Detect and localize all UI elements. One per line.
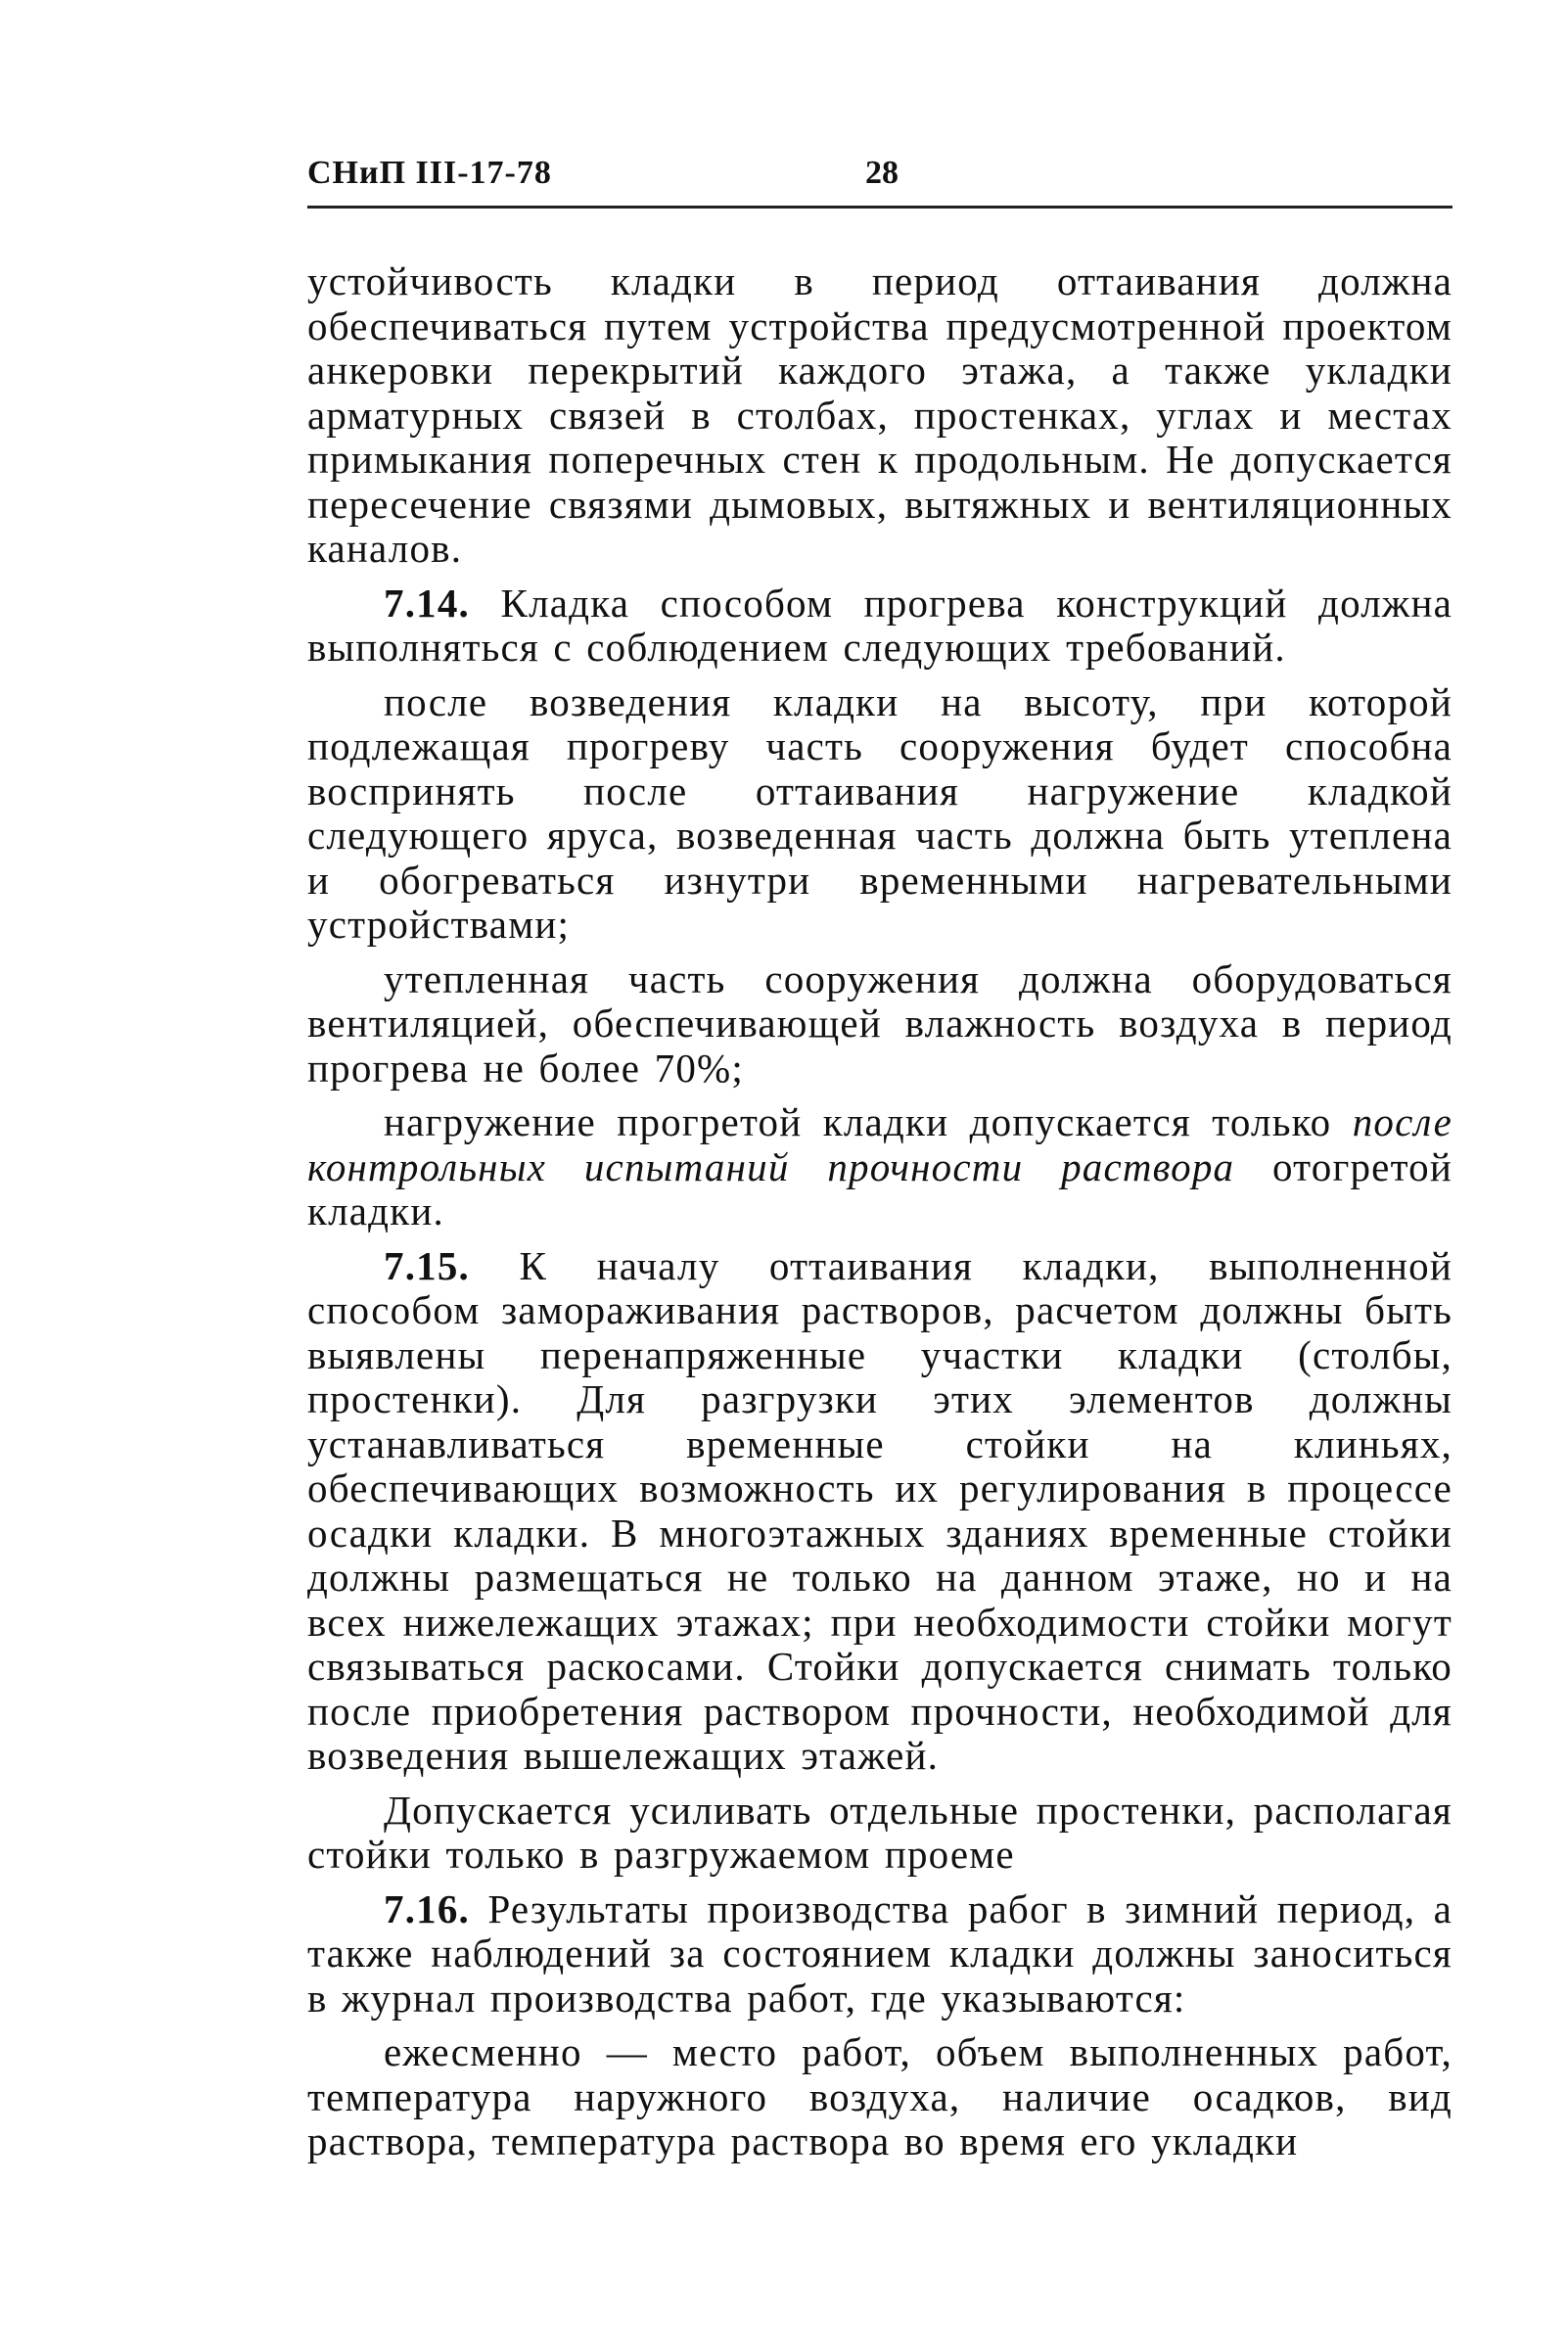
section-text: К началу оттаивания кладки, выполненной способом замораживания растворов, расчетом должны быть выявлены перенапряженные участки кладки (столбы, простенки). Для разгрузки этих элементов должны устанавливаться временные стойки на клиньях, обеспечивающих возможность их регулирования в процессе осадки кладки. В многоэтажных зданиях временные стойки должны размещаться не только на данном этаже, но и на всех нижележащих этажах; при необходимости стойки могут связываться раскосами. Стойки допускается снимать только после приобретения раствором прочности, необходимой для возведения вышележащих этажей. xyxy=(307,1242,1453,1778)
section-7-15 xyxy=(307,1244,1453,1779)
section-text: Результаты производства рабог в зимний период, а также наблюдений за состоянием кладки должны заноситься в журнал производства работ, где указываются: xyxy=(307,1885,1453,2021)
paragraph-text: устойчивость кладки в период оттаивания должна обеспечиваться путем устройства предусмотренной проектом анкеровки перекрытий каждого этажа, а также укладки арматурных связей в столбах, простенках, углах и местах примыкания поперечных стен к продольным. Не допускается пересечение связями дымовых, вытяжных и вентиляционных каналов. xyxy=(307,258,1453,571)
document-code: СНиП III-17-78 xyxy=(307,155,552,191)
item-text: утепленная часть сооружения должна оборудоваться вентиляцией, обеспечивающей влажность воздуха в период прогрева не более 70%; xyxy=(307,955,1453,1091)
item-text-italic: после контрольных испытаний прочности раствора xyxy=(307,1099,1453,1189)
requirement-item xyxy=(307,957,1453,1092)
section-7-14 xyxy=(307,581,1453,671)
requirement-item xyxy=(307,2030,1453,2164)
page-number: 28 xyxy=(865,155,899,191)
page-header xyxy=(307,147,1453,200)
section-7-16 xyxy=(307,1887,1453,2022)
section-text: Кладка способом прогрева конструкций должна выполняться с соблюдением следующих требований. xyxy=(307,580,1453,670)
item-text-plain: нагружение прогретой кладки допускается только xyxy=(384,1099,1332,1144)
section-number: 7.15. xyxy=(384,1242,470,1288)
requirement-item xyxy=(307,680,1453,948)
item-text: Допускается усиливать отдельные простенки, располагая стойки только в разгружаемом проеме xyxy=(307,1787,1453,1877)
requirement-item xyxy=(307,1100,1453,1234)
header-rule xyxy=(307,206,1453,209)
requirement-item xyxy=(307,1789,1453,1878)
section-number: 7.16. xyxy=(384,1885,470,1931)
item-text: после возведения кладки на высоту, при которой подлежащая прогреву часть сооружения будет способна воспринять после оттаивания нагружение кладкой следующего яруса, возведенная часть должна быть утеплена и обогреваться изнутри временными нагревательными устройствами; xyxy=(307,678,1453,947)
item-text: ежесменно — место работ, объем выполненных работ, температура наружного воздуха, наличие осадков, вид раствора, температура раствора во время его укладки xyxy=(307,2029,1453,2163)
item-text-tail: отогретой кладки. xyxy=(307,1143,1453,1233)
paragraph-continuation xyxy=(307,259,1453,572)
section-number: 7.14. xyxy=(384,580,470,626)
body-text xyxy=(307,259,1453,2174)
